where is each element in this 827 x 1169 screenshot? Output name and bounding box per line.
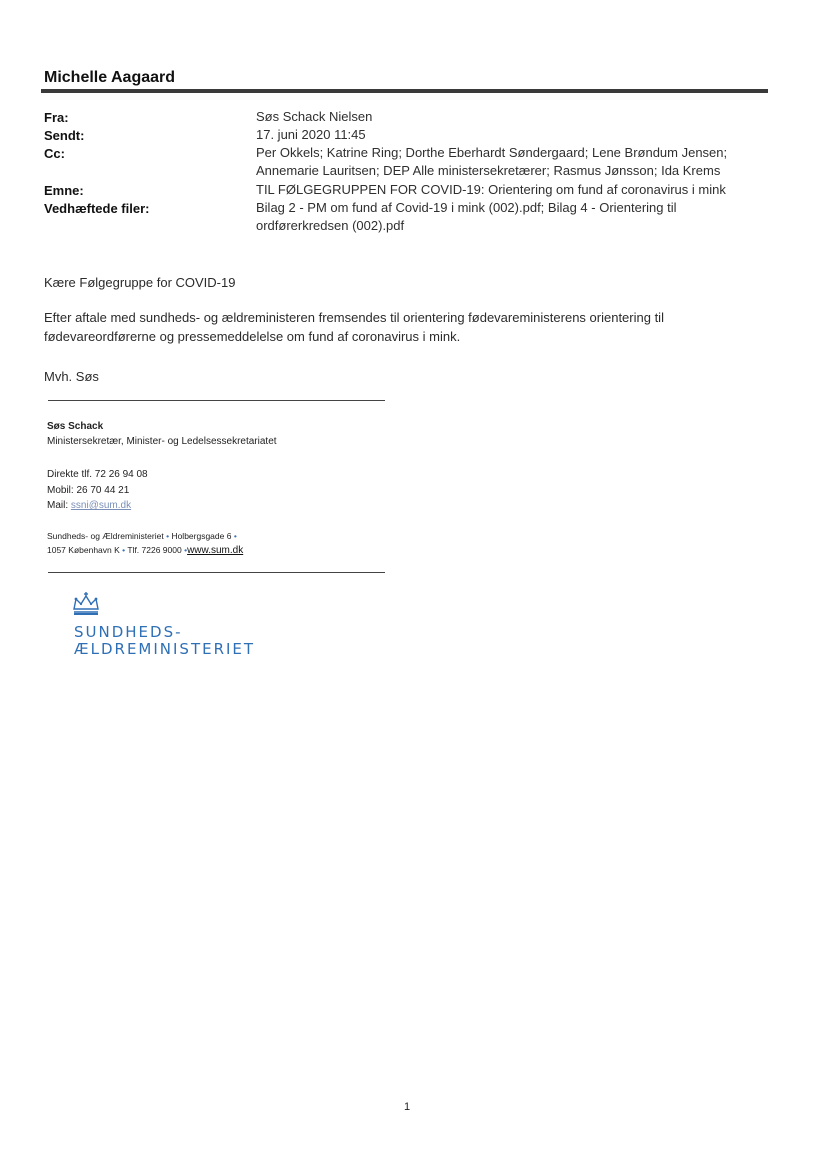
bullet-icon: • bbox=[166, 531, 170, 541]
address-city: 1057 København K bbox=[47, 545, 120, 555]
signature-address-line-2 bbox=[47, 545, 243, 556]
address-street: Holbergsgade 6 bbox=[171, 531, 232, 541]
bullet-icon: • bbox=[233, 531, 237, 541]
closing: Mvh. Søs bbox=[44, 369, 99, 384]
attachments-label: Vedhæftede filer: bbox=[44, 201, 150, 216]
header-name: Michelle Aagaard bbox=[44, 69, 176, 86]
signature-title: Ministersekretær, Minister- og Ledelsessekretariatet bbox=[47, 436, 277, 447]
header-rule bbox=[41, 89, 768, 93]
signature-mail-row bbox=[47, 499, 131, 513]
website-link[interactable]: www.sum.dk bbox=[187, 545, 244, 556]
cc-value-line-2: Annemarie Lauritsen; DEP Alle ministersekretærer; Rasmus Jønsson; Ida Krems bbox=[256, 163, 721, 178]
body-paragraph-line-2: fødevareordførerne og pressemeddelelse om fund af coronavirus i mink. bbox=[44, 329, 461, 344]
greeting: Kære Følgegruppe for COVID-19 bbox=[44, 275, 236, 290]
sent-label: Sendt: bbox=[44, 128, 85, 143]
body-paragraph-line-1: Efter aftale med sundheds- og ældreministeren fremsendes til orientering fødevareministerens orientering til bbox=[44, 310, 664, 325]
signature-bottom-rule bbox=[48, 572, 385, 573]
signature-mail-link[interactable]: ssni@sum.dk bbox=[70, 500, 132, 511]
crown-icon bbox=[70, 591, 102, 617]
subject-value: TIL FØLGEGRUPPEN FOR COVID-19: Orientering om fund af coronavirus i mink bbox=[256, 182, 726, 197]
from-label: Fra: bbox=[44, 110, 69, 125]
subject-label: Emne: bbox=[44, 183, 84, 198]
from-value: Søs Schack Nielsen bbox=[256, 109, 373, 124]
signature-address-line-1 bbox=[47, 531, 237, 541]
cc-value-line-1: Per Okkels; Katrine Ring; Dorthe Eberhardt Søndergaard; Lene Brøndum Jensen; bbox=[256, 145, 728, 160]
signature-phone: Direkte tlf. 72 26 94 08 bbox=[47, 469, 148, 480]
address-phone: Tlf. 7226 9000 bbox=[127, 545, 182, 555]
page-number: 1 bbox=[404, 1101, 411, 1113]
attachments-line-1[interactable]: Bilag 2 - PM om fund af Covid-19 i mink (002).pdf; Bilag 4 - Orientering til bbox=[256, 200, 677, 215]
signature-name: Søs Schack bbox=[47, 421, 104, 432]
address-ministry: Sundheds- og Ældreministeriet bbox=[47, 531, 164, 541]
logo-line-2: ÆLDREMINISTERIET bbox=[74, 640, 256, 658]
signature-top-rule bbox=[48, 400, 385, 401]
attachments-line-2[interactable]: ordførerkredsen (002).pdf bbox=[256, 218, 405, 233]
signature-mail-label: Mail: bbox=[47, 500, 71, 511]
cc-label: Cc: bbox=[44, 146, 65, 161]
sent-value: 17. juni 2020 11:45 bbox=[256, 127, 366, 142]
bullet-icon: • bbox=[122, 545, 126, 555]
bullet-icon: • bbox=[184, 545, 188, 555]
signature-mobile: Mobil: 26 70 44 21 bbox=[47, 485, 130, 496]
logo-line-1: SUNDHEDS- bbox=[74, 623, 183, 641]
